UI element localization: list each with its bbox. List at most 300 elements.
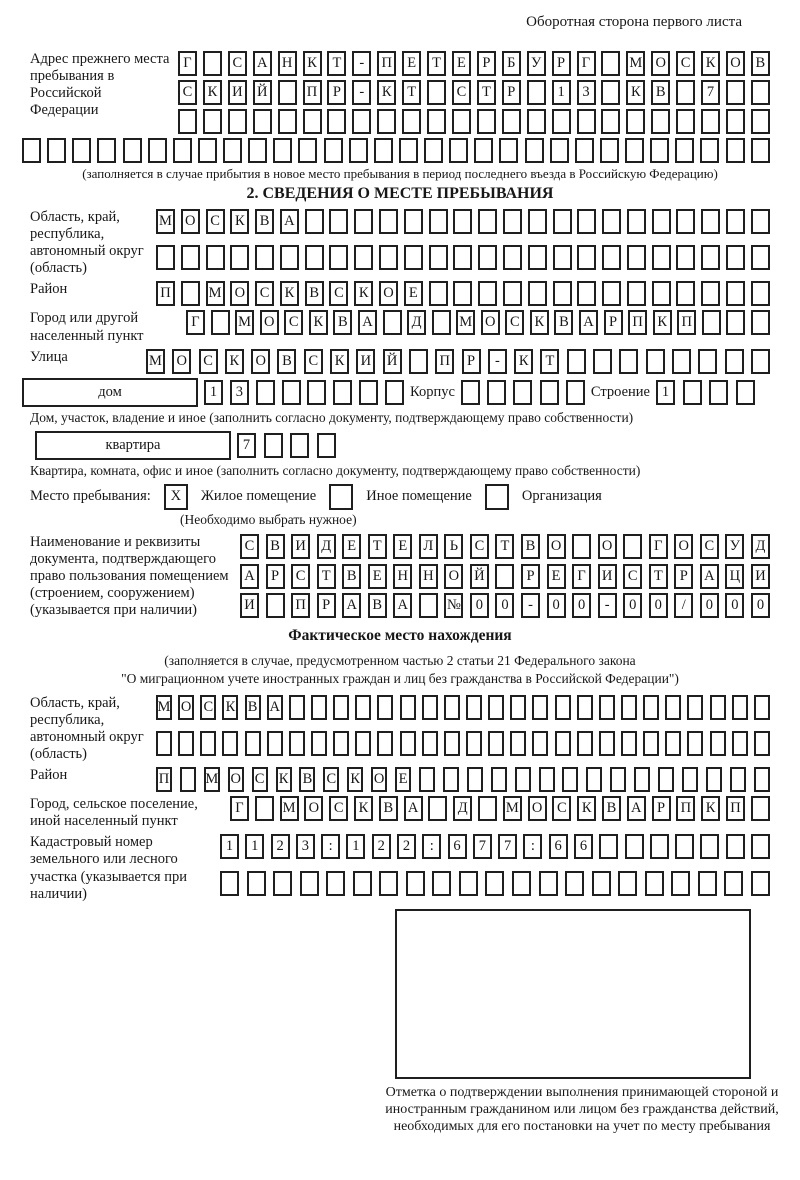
form-cell[interactable]: - bbox=[352, 80, 371, 105]
form-cell[interactable]: О bbox=[228, 767, 244, 792]
form-cell[interactable] bbox=[478, 281, 497, 306]
form-cell[interactable]: Е bbox=[402, 51, 421, 76]
form-cell[interactable] bbox=[754, 695, 770, 720]
form-cell[interactable] bbox=[700, 834, 719, 859]
form-cell[interactable]: Ц bbox=[725, 564, 744, 589]
form-cell[interactable] bbox=[751, 209, 770, 234]
form-cell[interactable]: Т bbox=[327, 51, 346, 76]
form-cell[interactable] bbox=[706, 767, 722, 792]
form-cell[interactable] bbox=[602, 209, 621, 234]
form-cell[interactable] bbox=[422, 731, 438, 756]
form-cell[interactable]: О bbox=[251, 349, 270, 374]
form-cell[interactable] bbox=[223, 138, 242, 163]
form-cell[interactable] bbox=[650, 834, 669, 859]
form-cell[interactable]: 0 bbox=[572, 593, 591, 618]
form-cell[interactable] bbox=[404, 245, 423, 270]
form-cell[interactable] bbox=[333, 731, 349, 756]
form-cell[interactable] bbox=[278, 109, 297, 134]
form-cell[interactable] bbox=[726, 80, 745, 105]
form-cell[interactable] bbox=[123, 138, 142, 163]
form-cell[interactable] bbox=[510, 695, 526, 720]
form-cell[interactable] bbox=[198, 138, 217, 163]
form-cell[interactable]: В bbox=[554, 310, 573, 335]
form-cell[interactable] bbox=[510, 731, 526, 756]
form-cell[interactable] bbox=[290, 433, 309, 458]
form-cell[interactable] bbox=[732, 731, 748, 756]
form-cell[interactable]: Б bbox=[502, 51, 521, 76]
form-cell[interactable]: 1 bbox=[220, 834, 239, 859]
form-cell[interactable]: М bbox=[235, 310, 254, 335]
form-cell[interactable]: 0 bbox=[470, 593, 489, 618]
form-cell[interactable] bbox=[97, 138, 116, 163]
form-cell[interactable]: С bbox=[178, 80, 197, 105]
form-cell[interactable] bbox=[453, 245, 472, 270]
form-cell[interactable]: Т bbox=[317, 564, 336, 589]
form-cell[interactable]: К bbox=[330, 349, 349, 374]
form-cell[interactable]: О bbox=[674, 534, 693, 559]
form-cell[interactable]: Т bbox=[402, 80, 421, 105]
form-cell[interactable]: С bbox=[323, 767, 339, 792]
form-cell[interactable] bbox=[354, 209, 373, 234]
form-cell[interactable]: А bbox=[253, 51, 272, 76]
form-cell[interactable] bbox=[409, 349, 428, 374]
form-cell[interactable] bbox=[379, 209, 398, 234]
form-cell[interactable]: - bbox=[521, 593, 540, 618]
form-cell[interactable] bbox=[528, 281, 547, 306]
form-cell[interactable]: С bbox=[505, 310, 524, 335]
form-cell[interactable] bbox=[676, 209, 695, 234]
form-cell[interactable] bbox=[527, 109, 546, 134]
form-cell[interactable] bbox=[566, 380, 585, 405]
form-cell[interactable] bbox=[539, 871, 558, 896]
form-cell[interactable] bbox=[577, 109, 596, 134]
form-cell[interactable]: М bbox=[503, 796, 522, 821]
form-cell[interactable]: К bbox=[280, 281, 299, 306]
form-cell[interactable] bbox=[726, 209, 745, 234]
form-cell[interactable] bbox=[503, 209, 522, 234]
form-cell[interactable]: В bbox=[255, 209, 274, 234]
form-cell[interactable] bbox=[181, 245, 200, 270]
form-cell[interactable] bbox=[687, 695, 703, 720]
form-cell[interactable] bbox=[495, 564, 514, 589]
form-cell[interactable] bbox=[385, 380, 404, 405]
form-cell[interactable] bbox=[730, 767, 746, 792]
form-cell[interactable] bbox=[621, 731, 637, 756]
form-cell[interactable]: Т bbox=[427, 51, 446, 76]
form-cell[interactable] bbox=[248, 138, 267, 163]
form-cell[interactable] bbox=[220, 871, 239, 896]
form-cell[interactable] bbox=[203, 109, 222, 134]
form-cell[interactable] bbox=[485, 871, 504, 896]
form-cell[interactable]: 0 bbox=[623, 593, 642, 618]
form-cell[interactable] bbox=[422, 695, 438, 720]
form-cell[interactable] bbox=[282, 380, 301, 405]
form-cell[interactable] bbox=[577, 695, 593, 720]
form-cell[interactable]: 0 bbox=[547, 593, 566, 618]
form-cell[interactable] bbox=[577, 209, 596, 234]
form-cell[interactable]: С bbox=[470, 534, 489, 559]
form-cell[interactable] bbox=[619, 349, 638, 374]
form-cell[interactable] bbox=[203, 51, 222, 76]
form-cell[interactable] bbox=[527, 80, 546, 105]
form-cell[interactable]: С bbox=[329, 281, 348, 306]
form-cell[interactable]: А bbox=[342, 593, 361, 618]
form-cell[interactable]: В bbox=[602, 796, 621, 821]
form-cell[interactable] bbox=[567, 349, 586, 374]
form-cell[interactable]: А bbox=[627, 796, 646, 821]
form-cell[interactable]: Р bbox=[552, 51, 571, 76]
form-cell[interactable] bbox=[646, 349, 665, 374]
form-cell[interactable] bbox=[726, 281, 745, 306]
form-cell[interactable]: С bbox=[252, 767, 268, 792]
form-cell[interactable] bbox=[592, 871, 611, 896]
form-cell[interactable]: А bbox=[267, 695, 283, 720]
form-cell[interactable]: - bbox=[598, 593, 617, 618]
form-cell[interactable] bbox=[751, 245, 770, 270]
form-cell[interactable] bbox=[333, 695, 349, 720]
form-cell[interactable]: В bbox=[379, 796, 398, 821]
form-cell[interactable] bbox=[525, 138, 544, 163]
form-cell[interactable]: 3 bbox=[230, 380, 249, 405]
form-cell[interactable] bbox=[602, 281, 621, 306]
form-cell[interactable] bbox=[359, 380, 378, 405]
form-cell[interactable] bbox=[406, 871, 425, 896]
form-cell[interactable]: В bbox=[266, 534, 285, 559]
form-cell[interactable] bbox=[621, 695, 637, 720]
form-cell[interactable]: С bbox=[304, 349, 323, 374]
form-cell[interactable] bbox=[499, 138, 518, 163]
form-cell[interactable] bbox=[487, 380, 506, 405]
form-cell[interactable] bbox=[732, 695, 748, 720]
form-cell[interactable] bbox=[427, 80, 446, 105]
form-cell[interactable] bbox=[429, 209, 448, 234]
form-cell[interactable]: К bbox=[530, 310, 549, 335]
form-cell[interactable] bbox=[466, 695, 482, 720]
form-cell[interactable] bbox=[478, 209, 497, 234]
form-cell[interactable] bbox=[427, 109, 446, 134]
form-cell[interactable] bbox=[751, 310, 770, 335]
form-cell[interactable]: С bbox=[623, 564, 642, 589]
form-cell[interactable]: О bbox=[371, 767, 387, 792]
form-cell[interactable]: П bbox=[726, 796, 745, 821]
form-cell[interactable]: С bbox=[552, 796, 571, 821]
form-cell[interactable] bbox=[665, 695, 681, 720]
form-cell[interactable] bbox=[572, 534, 591, 559]
form-cell[interactable] bbox=[623, 534, 642, 559]
form-cell[interactable] bbox=[751, 834, 770, 859]
form-cell[interactable]: 7 bbox=[498, 834, 517, 859]
form-cell[interactable] bbox=[675, 834, 694, 859]
form-cell[interactable] bbox=[503, 245, 522, 270]
form-cell[interactable] bbox=[453, 209, 472, 234]
form-cell[interactable]: С bbox=[676, 51, 695, 76]
form-cell[interactable] bbox=[474, 138, 493, 163]
form-cell[interactable] bbox=[156, 245, 175, 270]
form-cell[interactable] bbox=[601, 80, 620, 105]
form-cell[interactable] bbox=[671, 871, 690, 896]
form-cell[interactable]: Д bbox=[751, 534, 770, 559]
form-cell[interactable] bbox=[651, 109, 670, 134]
form-cell[interactable] bbox=[599, 695, 615, 720]
form-cell[interactable] bbox=[429, 281, 448, 306]
form-cell[interactable]: 6 bbox=[448, 834, 467, 859]
form-cell[interactable] bbox=[355, 731, 371, 756]
form-cell[interactable] bbox=[459, 871, 478, 896]
form-cell[interactable]: С bbox=[200, 695, 216, 720]
form-cell[interactable] bbox=[491, 767, 507, 792]
form-cell[interactable] bbox=[552, 109, 571, 134]
form-cell[interactable]: М bbox=[156, 695, 172, 720]
form-cell[interactable]: 2 bbox=[271, 834, 290, 859]
form-cell[interactable] bbox=[652, 281, 671, 306]
form-cell[interactable] bbox=[652, 209, 671, 234]
form-cell[interactable]: : bbox=[321, 834, 340, 859]
form-cell[interactable]: В bbox=[368, 593, 387, 618]
form-cell[interactable]: - bbox=[352, 51, 371, 76]
form-cell[interactable]: М bbox=[156, 209, 175, 234]
form-cell[interactable] bbox=[278, 80, 297, 105]
form-cell[interactable]: С bbox=[240, 534, 259, 559]
form-cell[interactable]: П bbox=[435, 349, 454, 374]
form-cell[interactable] bbox=[402, 109, 421, 134]
form-cell[interactable]: А bbox=[240, 564, 259, 589]
form-cell[interactable] bbox=[449, 138, 468, 163]
form-cell[interactable] bbox=[255, 796, 274, 821]
form-cell[interactable] bbox=[562, 767, 578, 792]
form-cell[interactable]: К bbox=[230, 209, 249, 234]
form-cell[interactable]: О bbox=[726, 51, 745, 76]
form-cell[interactable] bbox=[502, 109, 521, 134]
form-cell[interactable]: А bbox=[579, 310, 598, 335]
form-cell[interactable]: В bbox=[277, 349, 296, 374]
form-cell[interactable] bbox=[444, 731, 460, 756]
form-cell[interactable]: Й bbox=[470, 564, 489, 589]
form-cell[interactable]: В bbox=[245, 695, 261, 720]
form-cell[interactable]: К bbox=[347, 767, 363, 792]
form-cell[interactable] bbox=[610, 767, 626, 792]
form-cell[interactable] bbox=[400, 731, 416, 756]
form-cell[interactable]: К bbox=[514, 349, 533, 374]
form-cell[interactable]: 0 bbox=[495, 593, 514, 618]
form-cell[interactable]: С bbox=[199, 349, 218, 374]
form-cell[interactable] bbox=[550, 138, 569, 163]
form-cell[interactable] bbox=[577, 245, 596, 270]
form-cell[interactable]: В bbox=[299, 767, 315, 792]
form-cell[interactable] bbox=[698, 871, 717, 896]
form-cell[interactable]: С bbox=[255, 281, 274, 306]
form-cell[interactable]: Р bbox=[462, 349, 481, 374]
form-cell[interactable]: О bbox=[481, 310, 500, 335]
form-cell[interactable] bbox=[754, 731, 770, 756]
form-cell[interactable]: : bbox=[422, 834, 441, 859]
form-cell[interactable] bbox=[478, 796, 497, 821]
form-cell[interactable]: О bbox=[230, 281, 249, 306]
form-cell[interactable]: Г bbox=[649, 534, 668, 559]
form-cell[interactable] bbox=[698, 349, 717, 374]
form-cell[interactable] bbox=[532, 731, 548, 756]
form-cell[interactable] bbox=[377, 695, 393, 720]
form-cell[interactable]: И bbox=[228, 80, 247, 105]
form-cell[interactable]: А bbox=[358, 310, 377, 335]
form-cell[interactable]: 0 bbox=[725, 593, 744, 618]
form-cell[interactable]: О bbox=[260, 310, 279, 335]
form-cell[interactable] bbox=[725, 349, 744, 374]
form-cell[interactable]: К bbox=[701, 796, 720, 821]
form-cell[interactable]: 0 bbox=[700, 593, 719, 618]
form-cell[interactable]: М bbox=[456, 310, 475, 335]
form-cell[interactable]: 3 bbox=[296, 834, 315, 859]
form-cell[interactable] bbox=[264, 433, 283, 458]
form-cell[interactable]: О bbox=[651, 51, 670, 76]
form-cell[interactable]: К bbox=[701, 51, 720, 76]
form-cell[interactable] bbox=[577, 731, 593, 756]
form-cell[interactable] bbox=[305, 245, 324, 270]
form-cell[interactable]: Г bbox=[186, 310, 205, 335]
form-cell[interactable]: С bbox=[452, 80, 471, 105]
form-cell[interactable] bbox=[751, 281, 770, 306]
form-cell[interactable]: К bbox=[354, 281, 373, 306]
form-cell[interactable] bbox=[701, 245, 720, 270]
form-cell[interactable] bbox=[228, 109, 247, 134]
form-cell[interactable]: В bbox=[342, 564, 361, 589]
checkbox-organization[interactable] bbox=[485, 484, 509, 510]
form-cell[interactable] bbox=[311, 695, 327, 720]
form-cell[interactable]: С bbox=[206, 209, 225, 234]
form-cell[interactable] bbox=[751, 871, 770, 896]
form-cell[interactable] bbox=[273, 138, 292, 163]
form-cell[interactable] bbox=[452, 109, 471, 134]
form-cell[interactable]: П bbox=[156, 767, 172, 792]
form-cell[interactable] bbox=[553, 281, 572, 306]
form-cell[interactable] bbox=[702, 310, 721, 335]
form-cell[interactable]: Е bbox=[395, 767, 411, 792]
form-cell[interactable]: Е bbox=[452, 51, 471, 76]
form-cell[interactable] bbox=[503, 281, 522, 306]
form-cell[interactable]: Е bbox=[393, 534, 412, 559]
form-cell[interactable]: М bbox=[206, 281, 225, 306]
form-cell[interactable] bbox=[687, 731, 703, 756]
form-cell[interactable] bbox=[701, 281, 720, 306]
form-cell[interactable]: Ь bbox=[444, 534, 463, 559]
form-cell[interactable] bbox=[626, 109, 645, 134]
form-cell[interactable] bbox=[399, 138, 418, 163]
form-cell[interactable]: : bbox=[523, 834, 542, 859]
form-cell[interactable]: 3 bbox=[577, 80, 596, 105]
form-cell[interactable] bbox=[634, 767, 650, 792]
form-cell[interactable] bbox=[432, 871, 451, 896]
form-cell[interactable]: П bbox=[156, 281, 175, 306]
form-cell[interactable] bbox=[488, 731, 504, 756]
form-cell[interactable] bbox=[650, 138, 669, 163]
form-cell[interactable]: Т bbox=[477, 80, 496, 105]
form-cell[interactable]: О bbox=[172, 349, 191, 374]
form-cell[interactable] bbox=[602, 245, 621, 270]
form-cell[interactable]: Д bbox=[407, 310, 426, 335]
form-cell[interactable]: С bbox=[228, 51, 247, 76]
form-cell[interactable]: 1 bbox=[245, 834, 264, 859]
form-cell[interactable] bbox=[726, 109, 745, 134]
form-cell[interactable] bbox=[710, 695, 726, 720]
form-cell[interactable]: И bbox=[751, 564, 770, 589]
form-cell[interactable] bbox=[627, 209, 646, 234]
form-cell[interactable] bbox=[539, 767, 555, 792]
form-cell[interactable] bbox=[222, 731, 238, 756]
form-cell[interactable]: Й bbox=[383, 349, 402, 374]
form-cell[interactable] bbox=[565, 871, 584, 896]
form-cell[interactable] bbox=[751, 138, 770, 163]
form-cell[interactable]: Р bbox=[652, 796, 671, 821]
form-cell[interactable] bbox=[326, 871, 345, 896]
form-cell[interactable]: Р bbox=[521, 564, 540, 589]
form-cell[interactable] bbox=[289, 731, 305, 756]
form-cell[interactable]: Л bbox=[419, 534, 438, 559]
form-cell[interactable]: О bbox=[379, 281, 398, 306]
form-cell[interactable]: И bbox=[291, 534, 310, 559]
form-cell[interactable] bbox=[515, 767, 531, 792]
form-cell[interactable] bbox=[253, 109, 272, 134]
form-cell[interactable] bbox=[280, 245, 299, 270]
form-cell[interactable] bbox=[751, 349, 770, 374]
form-cell[interactable] bbox=[383, 310, 402, 335]
checkbox-residential[interactable]: X bbox=[164, 484, 188, 510]
form-cell[interactable]: 1 bbox=[346, 834, 365, 859]
form-cell[interactable] bbox=[178, 109, 197, 134]
checkbox-other-premises[interactable] bbox=[329, 484, 353, 510]
form-cell[interactable] bbox=[303, 109, 322, 134]
form-cell[interactable] bbox=[379, 871, 398, 896]
form-cell[interactable]: 0 bbox=[751, 593, 770, 618]
form-cell[interactable]: К bbox=[653, 310, 672, 335]
form-cell[interactable]: 6 bbox=[549, 834, 568, 859]
form-cell[interactable] bbox=[672, 349, 691, 374]
form-cell[interactable]: К bbox=[222, 695, 238, 720]
form-cell[interactable]: Е bbox=[368, 564, 387, 589]
form-cell[interactable] bbox=[379, 245, 398, 270]
form-cell[interactable]: Е bbox=[342, 534, 361, 559]
form-cell[interactable] bbox=[349, 138, 368, 163]
form-cell[interactable]: Д bbox=[453, 796, 472, 821]
form-cell[interactable] bbox=[709, 380, 728, 405]
form-cell[interactable]: П bbox=[676, 796, 695, 821]
form-cell[interactable]: В bbox=[651, 80, 670, 105]
form-cell[interactable] bbox=[625, 138, 644, 163]
form-cell[interactable]: Т bbox=[368, 534, 387, 559]
form-cell[interactable] bbox=[652, 245, 671, 270]
form-cell[interactable] bbox=[307, 380, 326, 405]
form-cell[interactable]: О bbox=[598, 534, 617, 559]
form-cell[interactable]: У bbox=[527, 51, 546, 76]
form-cell[interactable]: 2 bbox=[372, 834, 391, 859]
form-cell[interactable] bbox=[676, 80, 695, 105]
form-cell[interactable] bbox=[682, 767, 698, 792]
form-cell[interactable] bbox=[400, 695, 416, 720]
form-cell[interactable] bbox=[181, 281, 200, 306]
form-cell[interactable] bbox=[289, 695, 305, 720]
form-cell[interactable] bbox=[305, 209, 324, 234]
form-cell[interactable] bbox=[726, 245, 745, 270]
form-cell[interactable] bbox=[540, 380, 559, 405]
form-cell[interactable]: Р bbox=[604, 310, 623, 335]
form-cell[interactable] bbox=[601, 51, 620, 76]
form-cell[interactable] bbox=[419, 767, 435, 792]
form-cell[interactable]: С bbox=[284, 310, 303, 335]
form-cell[interactable] bbox=[675, 138, 694, 163]
form-cell[interactable] bbox=[586, 767, 602, 792]
form-cell[interactable]: П bbox=[628, 310, 647, 335]
form-cell[interactable]: К bbox=[225, 349, 244, 374]
form-cell[interactable]: 1 bbox=[204, 380, 223, 405]
form-cell[interactable] bbox=[477, 109, 496, 134]
